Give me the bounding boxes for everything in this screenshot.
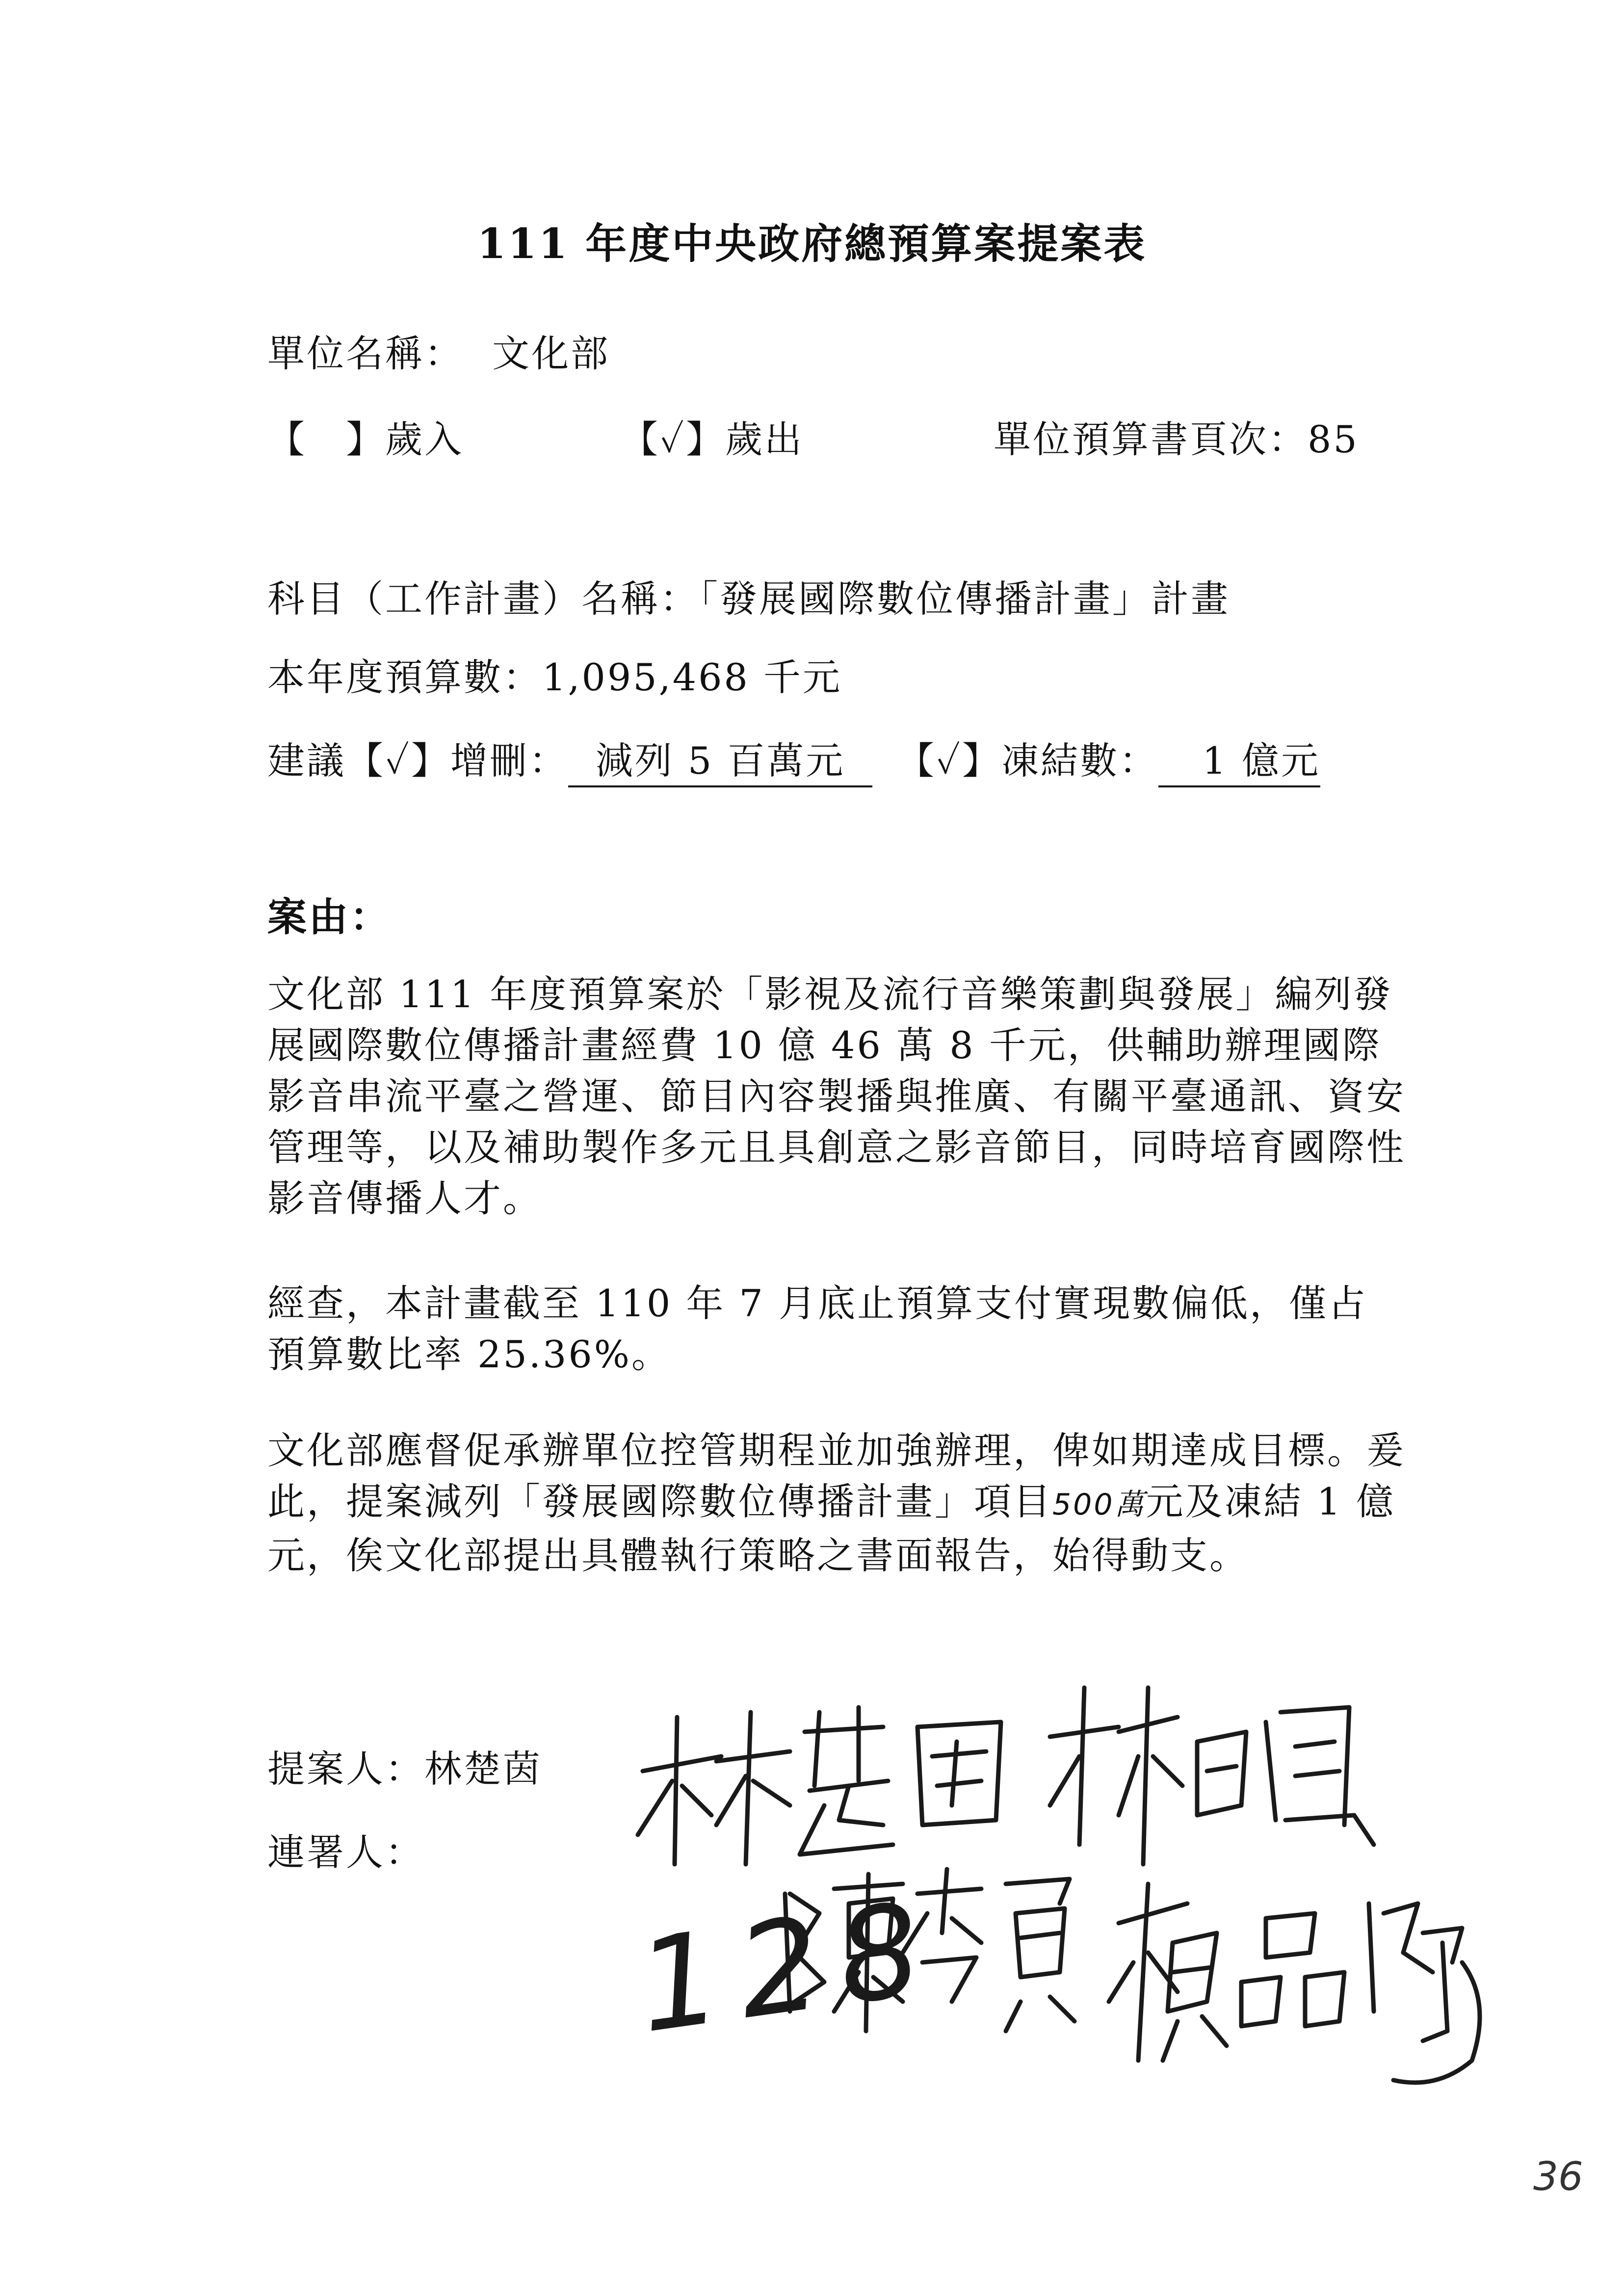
cut-box: 【✓】 — [346, 739, 451, 783]
expenditure-checkbox — [621, 410, 804, 463]
budget-page-number: 85 — [1308, 417, 1359, 461]
subject-row — [267, 569, 1230, 623]
unit-name: 文化部 — [492, 332, 610, 375]
handwritten-amount: 500萬 — [1052, 1487, 1146, 1522]
reason-paragraph-3 — [267, 1425, 1406, 1581]
budget-amount-value: 1,095,468 千元 — [542, 655, 842, 699]
page-title: 111 年度中央政府總預算案提案表 — [477, 219, 1147, 268]
freeze-value: 1 億元 — [1158, 731, 1320, 787]
revenue-box: 【 】 — [267, 417, 385, 461]
reason-heading: 案由： — [267, 894, 391, 940]
cosigner-row — [267, 1823, 424, 1876]
reason-paragraph-2: 經查，本計畫截至 110 年 7 月底止預算支付實現數偏低，僅占預算數比率 25.36%。 — [267, 1281, 1368, 1376]
revenue-label: 歲入 — [385, 417, 464, 461]
budget-amount-label: 本年度預算數： — [267, 655, 542, 699]
page-number: 36 — [1533, 2154, 1583, 2199]
proposer-row — [267, 1739, 542, 1793]
budget-page-label: 單位預算書頁次： — [994, 417, 1308, 461]
suggest-label: 建議 — [267, 739, 346, 783]
proposer-label: 提案人： — [267, 1747, 424, 1791]
reason-paragraph-1: 文化部 111 年度預算案於「影視及流行音樂策劃與發展」編列發展國際數位傳播計畫經費 10 億 46 萬 8 千元，供輔助辦理國際影音串流平臺之營運、節目內容製播與推廣、有關平臺通訊、資安管理等，以及補助製作多元且具創意之影音節目，同時培育國際性影音傳播人才。 — [267, 972, 1406, 1220]
proposer-name: 林楚茵 — [424, 1747, 542, 1791]
paragraph-3-text-a: 文化部應督促承辦單位控管期程並加強辦理，俾如期達成目標。爰此，提案減列「發展國際數位傳播計畫」項目 — [267, 1429, 1406, 1523]
revenue-checkbox — [267, 410, 464, 463]
freeze-label: 凍結數： — [1001, 739, 1159, 783]
cut-value: 減列 5 百萬元 — [568, 731, 872, 787]
freeze-box: 【✓】 — [897, 739, 1002, 783]
cut-label: 增刪： — [450, 739, 569, 783]
subject-label: 科目（工作計畫）名稱： — [267, 577, 699, 621]
expenditure-label: 歲出 — [725, 417, 804, 461]
paragraph-3-text-b: 元及凍結 1 億元，俟文化部提出具體執行策略之書面報告，始得動支。 — [267, 1480, 1396, 1577]
subject-value: 「發展國際數位傳播計畫」計畫 — [699, 577, 1230, 621]
suggestion-row — [267, 731, 1320, 787]
unit-label: 單位名稱： — [267, 332, 464, 375]
unit-row — [267, 324, 610, 377]
handwritten-number: 128 — [629, 1873, 949, 2062]
cosigner-label: 連署人： — [267, 1830, 424, 1874]
expenditure-box: 【✓】 — [621, 417, 726, 461]
budget-page-row — [994, 410, 1359, 463]
budget-amount-row — [267, 648, 842, 701]
